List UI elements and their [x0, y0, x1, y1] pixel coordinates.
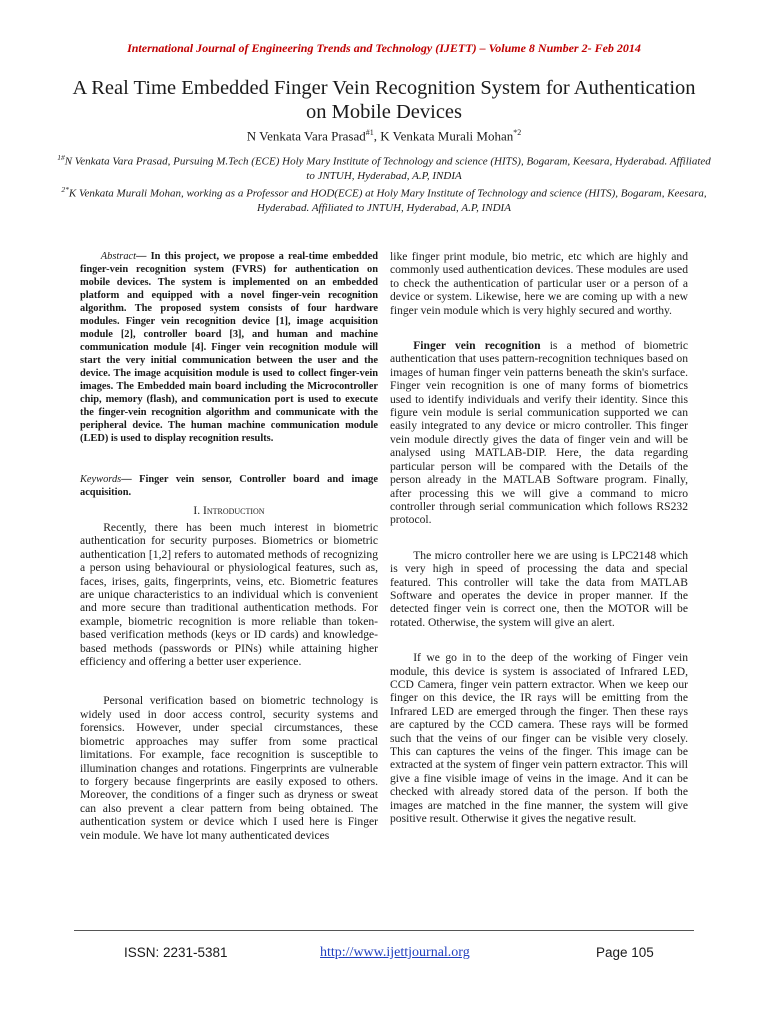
paper-title: A Real Time Embedded Finger Vein Recognition System for Authentication on Mobile Devices — [72, 77, 696, 123]
author-1-mark: #1 — [365, 128, 374, 137]
paragraph: The micro controller here we are using is LPC2148 which is very high in speed of processing the data and special featured. This controller will take the data from MATLAB Software and operates the device in proper manner. If the detected finger vein is correct one, then the MOTOR will be rotated. Otherwise, the system will give an alert. — [390, 548, 688, 629]
term-finger-vein-recognition: Finger vein recognition — [413, 339, 541, 353]
author-separator: , — [373, 128, 381, 144]
paragraph — [390, 339, 688, 527]
paragraph-text: is a method of biometric authentication that uses pattern-recognition techniques based on images of human finger vein patterns beneath the skin's surface. Finger vein recognition is one of many forms of biometrics used to identify individuals and verify their identity. Since this figure vein module is serial communication supported we can easily integrated to any device or micro controller. This finger vein module directly gives the data of finger vein and will be analysed using MATLAB-DIP. Here, the data regarding particular person will be compared with the Details of the person already in the MATLAB Software program. Finally, after processing this we will give a command to micro controller through serial communication which follows RS232 protocol. — [390, 339, 689, 527]
affiliation-1-mark: 1# — [57, 153, 65, 162]
section-number: I. — [193, 505, 203, 517]
affiliation-1 — [52, 151, 716, 183]
footer-divider — [74, 930, 694, 931]
section-heading-introduction — [80, 505, 378, 517]
affiliation-1-text: N Venkata Vara Prasad, Pursuing M.Tech (ECE) Holy Mary Institute of Technology and science (HITS), Bogaram, Keesara, Hyderabad. Affiliated to JNTUH, Hyderabad, A.P, INDIA — [64, 155, 711, 182]
keywords — [80, 473, 378, 499]
paragraph: like finger print module, bio metric, etc which are highly and commonly used authentication devices. These modules are used to check the authentication of particular user or a person of a device or system. Likewise, here we are coming up with a new finger vein module which is very highly secured and worthy. — [390, 250, 688, 317]
keywords-label: Keywords — [80, 474, 122, 485]
paragraph: Recently, there has been much interest in biometric authentication for security purposes. Biometrics or biometric authentication [1,2] refers to automated methods of recognizing a person using behavioural or physiological features, such as, faces, irises, gaits, fingerprints, veins, etc. Biometric features are unique characteristics to an individual which is convenient and more secure than traditional authentication methods. For example, biometric recognition is more reliable than token-based verification methods (keys or ID cards) and knowledge-based methods (passwords or PINs) while attaining higher efficiency and offering a better user experience. — [80, 521, 378, 669]
affiliation-2-text: K Venkata Murali Mohan, working as a Professor and HOD(ECE) at Holy Mary Institute of Technology and science (HITS), Bogaram, Keesara, Hyderabad. Affiliated to JNTUH, Hyderabad, A.P, INDIA — [68, 187, 707, 214]
left-column-body — [80, 521, 378, 842]
affiliation-2 — [52, 183, 716, 215]
abstract-label: Abstract — [100, 251, 137, 262]
abstract-dash: — — [136, 251, 151, 262]
footer-page-number: Page 105 — [596, 945, 654, 960]
paragraph: If we go in to the deep of the working of Finger vein module, this device is system is associated of Infrared LED, CCD Camera, finger vein pattern extractor. When we keep our finger on this device, the IR rays will be emitting from the Infrared LED are emerged through the finger. Then these rays are captured by the CCD camera. These rays will be formed such that the veins of our finger can be visible very closely. This can captures the veins of the finger. This image can be extracted at the system of finger vein pattern extractor. This will give a fine visible image of veins in the image. And it can be checked with already stored data of the person. If both the images are matched in the fine manner, the system will give positive result. Otherwise it gives the negative result. — [390, 651, 688, 826]
author-2-mark: *2 — [513, 128, 522, 137]
right-column-body — [390, 250, 688, 825]
footer-issn: ISSN: 2231-5381 — [124, 945, 228, 960]
affiliation-2-mark: 2* — [61, 185, 69, 194]
abstract-text: In this project, we propose a real-time embedded finger-vein recognition system (FVRS) for authentication on mobile devices. The system is implemented on an embedded platform and equipped with a novel finger-vein recognition algorithm. The proposed system consists of four hardware modules. Finger vein recognition device [1], image acquisition module [2], controller board [3], and human and machine communication module [4]. Finger vein recognition module will start the very initial communication between the user and the device. The image acquisition module is used to collect finger-vein images. The Embedded main board including the Microcontroller chip, memory (flash), and communication port is used to execute the finger-vein recognition algorithm and communicate with the peripheral device. The human machine communication module (LED) is used to display recognition results. — [80, 251, 378, 444]
section-title: Introduction — [202, 505, 265, 517]
keywords-text: Finger vein sensor, Controller board and image acquisition. — [80, 474, 378, 498]
author-2: K Venkata Murali Mohan — [380, 128, 514, 144]
journal-header: International Journal of Engineering Trends and Technology (IJETT) – Volume 8 Number 2- Feb 2014 — [127, 41, 641, 55]
author-1: N Venkata Vara Prasad — [246, 128, 366, 144]
author-line — [0, 128, 768, 144]
keywords-dash: — — [121, 474, 140, 485]
abstract — [80, 250, 378, 445]
footer-journal-link[interactable]: http://www.ijettjournal.org — [320, 945, 470, 960]
paragraph: Personal verification based on biometric technology is widely used in door access control, security systems and forensics. However, under special circumstances, these biometric approaches may suffer from some practical limitations. For example, face recognition is susceptible to illumination changes and rotations. Fingerprints are vulnerable to forgery because fingerprints are easily exposed to others. Moreover, the conditions of a finger such as dryness or sweat can also prevent a clear pattern from being obtained. The authentication system or device which I used here is Finger vein module. We have lot many authenticated devices — [80, 694, 378, 842]
